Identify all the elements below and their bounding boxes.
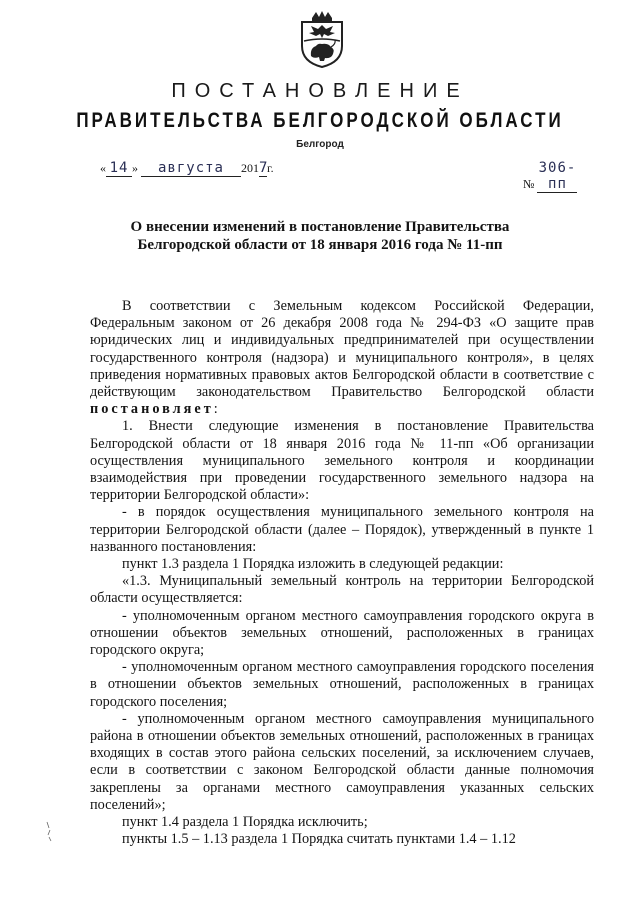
paragraph: - уполномоченным органом местного самоуправления муниципального района в отношении объектов земельных отношений, расположенных в границах входящих в состав этого района сельских поселений, за исключением случаев, если в соответствии с законом Белгородской области данные полномочия закреплены за органами местного самоуправления указанных сельских поселений»;: [90, 710, 594, 813]
date-day: 14: [106, 160, 132, 177]
paragraph-text: В соответствии с Земельным кодексом Российской Федерации, Федеральным законом от 26 декабря 2008 года № 294-ФЗ «О защите прав юридических лиц и индивидуальных предпринимателей при осуществлении государственного контроля (надзора) и муниципального контроля», в целях приведения нормативных правовых актов Белгородской области в соответствие с действующим законодательством Правительство Белгородской области: [90, 298, 594, 401]
date-year-prefix: 201: [241, 161, 259, 175]
paragraph: пункт 1.4 раздела 1 Порядка исключить;: [122, 814, 368, 831]
number-value: 306-пп: [538, 160, 577, 192]
city-name: Белгород: [296, 139, 344, 150]
document-number: [523, 160, 603, 192]
paragraph: пункт 1.3 раздела 1 Порядка изложить в следующей редакции:: [122, 556, 504, 573]
date-year-suffix: г.: [267, 161, 274, 175]
paragraph: пункты 1.5 – 1.13 раздела 1 Порядка считать пунктами 1.4 – 1.12: [122, 831, 516, 848]
coat-of-arms-icon: [298, 10, 346, 68]
margin-pen-mark: [44, 820, 54, 842]
paragraph-punct: :: [213, 401, 218, 418]
paragraph: - уполномоченным органом местного самоуправления городского округа в отношении объектов земельных отношений, расположенных в границах городского округа;: [90, 607, 594, 659]
title-line-1: О внесении изменений в постановление Правительства: [130, 219, 510, 235]
date-close-quote: »: [132, 161, 138, 175]
number-label: №: [523, 177, 535, 191]
date-month: августа: [141, 160, 241, 177]
document-title: [60, 218, 580, 254]
title-line-2: Белгородской области от 18 января 2016 года № 11-пп: [137, 237, 503, 253]
paragraph: - в порядок осуществления муниципального земельного контроля на территории Белгородской области (далее – Порядок), утвержденный в пункте 1 названного постановления:: [90, 504, 594, 555]
paragraph: - уполномоченным органом местного самоуправления городского поселения в отношении объектов земельных отношений, расположенных в границах городского поселения;: [90, 659, 594, 710]
paragraph: «1.3. Муниципальный земельный контроль на территории Белгородской области осуществляется:: [90, 573, 594, 607]
paragraph: 1. Внести следующие изменения в постановление Правительства Белгородской области от 18 января 2016 года № 11-пп «Об организации осуществления муниципального земельного контроля и координации взаимодействия при проведении государственного земельного надзора на территории Белгородской области»:: [90, 418, 594, 504]
date-open-quote: «: [100, 161, 106, 175]
document-body: [90, 298, 594, 849]
issuing-authority: ПРАВИТЕЛЬСТВА БЕЛГОРОДСКОЙ ОБЛАСТИ: [76, 108, 564, 132]
paragraph: [90, 298, 594, 418]
date-year-digit: 7: [259, 160, 269, 176]
document-date: [100, 160, 320, 180]
document-type: ПОСТАНОВЛЕНИЕ: [171, 80, 469, 102]
resolution-word: постановляет: [90, 401, 214, 418]
